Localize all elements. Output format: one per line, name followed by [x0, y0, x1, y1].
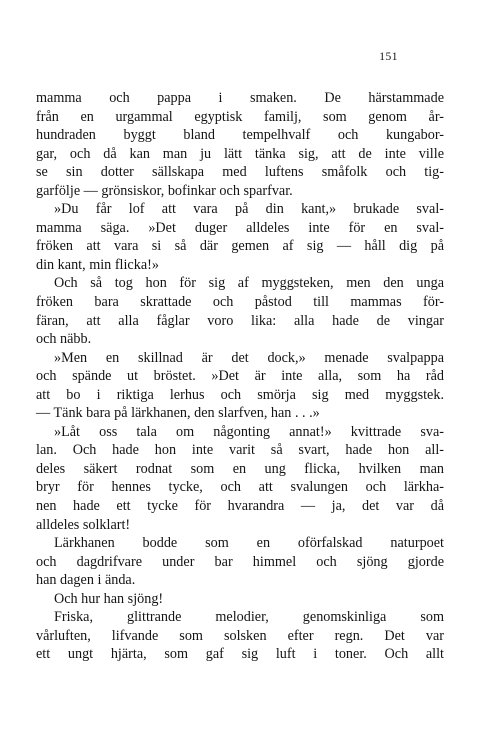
- text-line: Och hur han sjöng!: [54, 590, 164, 607]
- text-line: — Tänk bara på lärkhanen, den slarfven, han . . .»: [36, 405, 320, 422]
- text-line: färan, att alla fåglar voro lika: alla hade de vingar: [36, 312, 444, 329]
- text-line: mamma och pappa i smaken. De härstammade: [36, 90, 444, 106]
- text-line: din kant, min flicka!»: [36, 256, 159, 273]
- text-line: och näbb.: [36, 331, 92, 348]
- text-line: bryr för hennes tycke, och att svalungen och lärkha-: [36, 479, 444, 496]
- text-line: alldeles solklart!: [36, 516, 131, 533]
- text-line: och dagdrifvare under bar himmel och sjöng gjorde: [36, 553, 444, 570]
- text-line: Lärkhanen bodde som en oförfalskad naturpoet: [54, 535, 444, 552]
- text-line: fröken bara skrattade och påstod till mammas för-: [36, 294, 444, 311]
- text-line: »Du får lof att vara på din kant,» brukade sval-: [54, 201, 444, 218]
- text-line: Friska, glittrande melodier, genomskinliga som: [54, 609, 444, 626]
- page-number: 151: [379, 51, 398, 63]
- text-line: gar, och då kan man ju lätt tänka sig, att de inte ville: [36, 145, 444, 162]
- text-line: »Låt oss tala om någonting annat!» kvittrade sva-: [54, 423, 444, 440]
- text-line: nen hade ett tycke för hvarandra — ja, det var då: [36, 498, 444, 515]
- text-line: se sin dotter sällskapa med luftens småfolk och tig-: [36, 164, 444, 181]
- text-line: ett ungt hjärta, som gaf sig luft i toner. Och allt: [36, 646, 444, 663]
- text-line: »Men en skillnad är det dock,» menade svalpappa: [54, 349, 444, 366]
- text-line: lan. Och hade hon inte varit så svart, hade hon all-: [36, 442, 444, 459]
- text-line: att bo i riktiga lerhus och smörja sig med myggstek.: [36, 386, 444, 403]
- text-line: mamma säga. »Det duger alldeles inte för en sval-: [36, 219, 444, 236]
- text-line: från en urgammal egyptisk familj, som genom år-: [36, 108, 444, 125]
- text-line: Och så tog hon för sig af myggsteken, men den unga: [54, 275, 444, 292]
- text-line: vårluften, lifvande som solsken efter regn. Det var: [36, 627, 444, 644]
- text-line: hundraden byggt bland tempelhvalf och kungabor-: [36, 127, 444, 144]
- body-text: [36, 89, 444, 664]
- text-line: och spände ut bröstet. »Det är inte alla, som ha råd: [36, 368, 444, 385]
- text-line: deles säkert rodnat som en ung flicka, hvilken man: [36, 460, 444, 477]
- text-line: garfölje — grönsiskor, bofinkar och sparfvar.: [36, 182, 293, 199]
- text-line: han dagen i ända.: [36, 572, 136, 589]
- text-line: fröken att vara si så där gemen af sig — håll dig på: [36, 238, 444, 255]
